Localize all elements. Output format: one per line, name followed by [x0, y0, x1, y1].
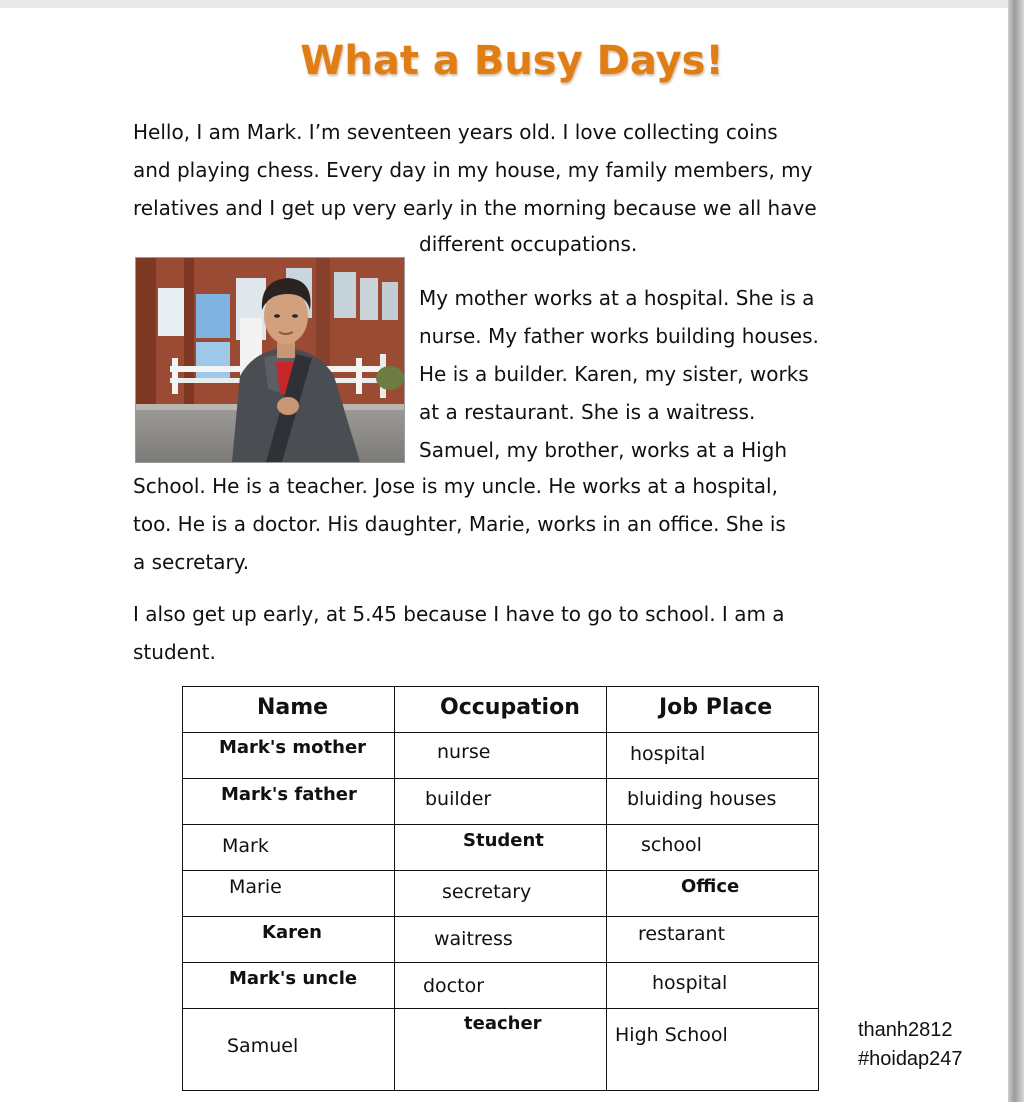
table-cell: Samuel — [183, 1009, 395, 1091]
table-cell: Karen — [183, 917, 395, 963]
wrap-line: He is a builder. Karen, my sister, works — [419, 362, 809, 386]
table-row — [183, 1009, 819, 1091]
intro-paragraph — [133, 113, 868, 227]
table-cell: Student — [395, 825, 607, 871]
body-line: School. He is a teacher. Jose is my uncle. He works at a hospital, — [133, 474, 778, 498]
table-cell: bluiding houses — [607, 779, 819, 825]
window-edge — [1008, 0, 1024, 1102]
wrap-line: at a restaurant. She is a waitress. — [419, 400, 756, 424]
watermark-user: thanh2812 — [858, 1019, 953, 1041]
table-cell: doctor — [395, 963, 607, 1009]
intro-line: relatives and I get up very early in the morning because we all have — [133, 196, 817, 220]
table-cell: secretary — [395, 871, 607, 917]
student-photo — [135, 257, 405, 463]
occupation-table — [182, 686, 819, 1091]
table-row — [183, 779, 819, 825]
wrap-line: nurse. My father works building houses. — [419, 324, 819, 348]
table-cell: nurse — [395, 733, 607, 779]
table-cell: Marie — [183, 871, 395, 917]
watermark-hashtag: #hoidap247 — [858, 1048, 963, 1070]
table-header-row — [183, 687, 819, 733]
header-cell: Name — [183, 687, 395, 733]
table-cell: waitress — [395, 917, 607, 963]
table-cell: restarant — [607, 917, 819, 963]
last-line: I also get up early, at 5.45 because I have to go to school. I am a — [133, 602, 785, 626]
last-line: student. — [133, 640, 216, 664]
table-row — [183, 871, 819, 917]
wrap-line: Samuel, my brother, works at a High — [419, 438, 788, 462]
last-paragraph — [133, 595, 868, 671]
table-cell: Mark's father — [183, 779, 395, 825]
intro-line: and playing chess. Every day in my house, my family members, my — [133, 158, 813, 182]
wrap-line: different occupations. — [419, 232, 638, 256]
body-line: too. He is a doctor. His daughter, Marie, works in an office. She is — [133, 512, 786, 536]
table-cell: Mark's mother — [183, 733, 395, 779]
table-cell: Mark — [183, 825, 395, 871]
table-row — [183, 917, 819, 963]
table-row — [183, 733, 819, 779]
table-cell: Mark's uncle — [183, 963, 395, 1009]
table-row — [183, 963, 819, 1009]
wrapped-paragraph — [419, 225, 869, 469]
table-cell: builder — [395, 779, 607, 825]
wrap-line: My mother works at a hospital. She is a — [419, 286, 815, 310]
header-cell: Occupation — [395, 687, 607, 733]
intro-line: Hello, I am Mark. I’m seventeen years old. I love collecting coins — [133, 120, 778, 144]
table-cell: hospital — [607, 733, 819, 779]
table-cell: teacher — [395, 1009, 607, 1091]
body-line: a secretary. — [133, 550, 250, 574]
page-title: What a Busy Days! — [300, 38, 724, 84]
table-cell: school — [607, 825, 819, 871]
table-cell: hospital — [607, 963, 819, 1009]
body-paragraph — [133, 467, 868, 581]
table-row — [183, 825, 819, 871]
table-cell: High School — [607, 1009, 819, 1091]
header-cell: Job Place — [607, 687, 819, 733]
table-cell: Office — [607, 871, 819, 917]
